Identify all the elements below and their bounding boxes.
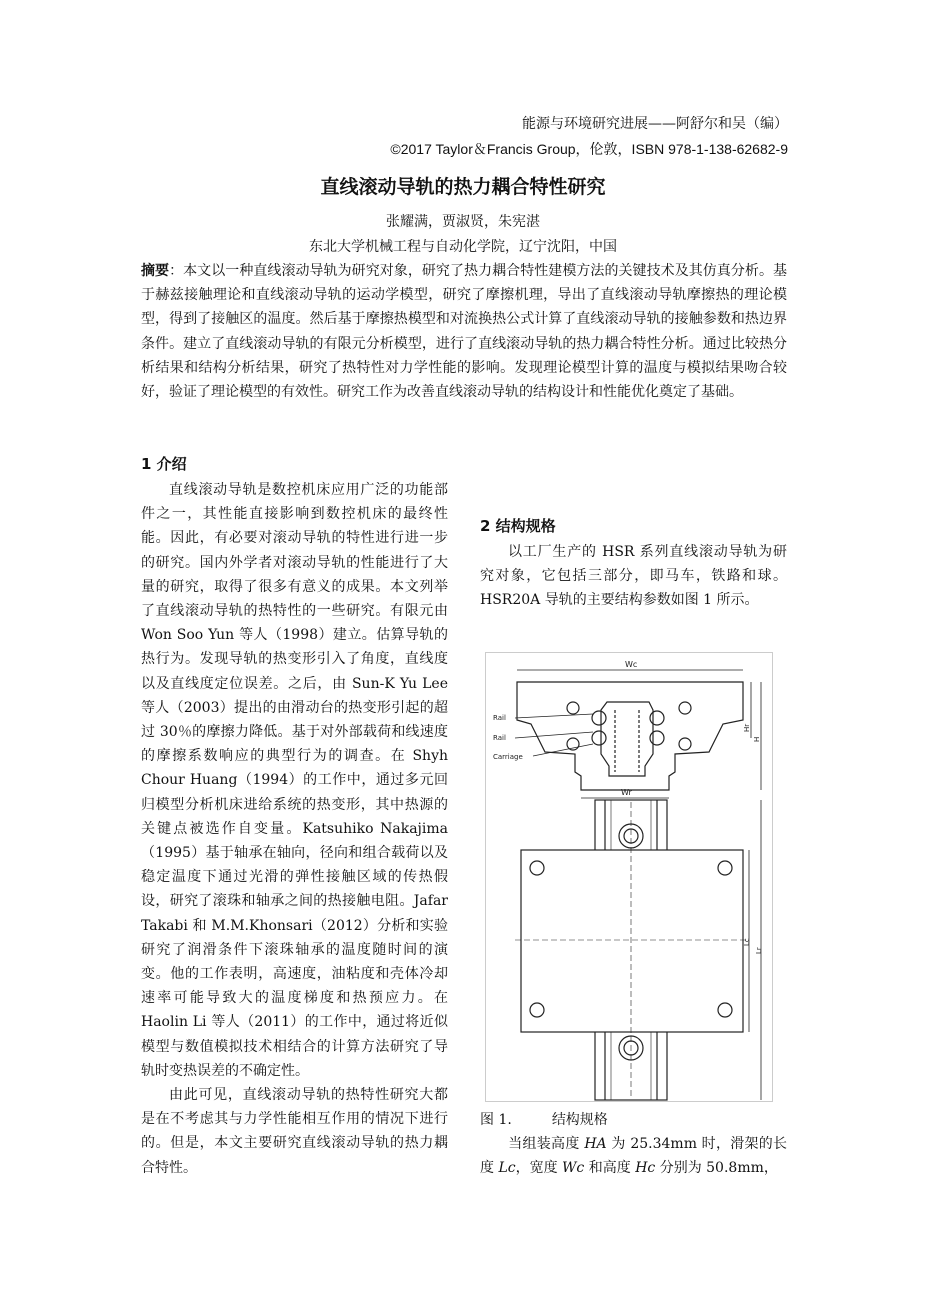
label-rail: Rail	[493, 714, 506, 722]
label-lc: Lc	[743, 938, 751, 946]
affiliation: 东北大学机械工程与自动化学院，辽宁沈阳，中国	[309, 239, 617, 255]
right-column	[480, 452, 787, 613]
column-continuation-space	[480, 452, 787, 500]
abstract-label: 摘要	[141, 263, 170, 279]
var-lc: Lc	[498, 1160, 516, 1177]
abstract	[141, 259, 787, 404]
after-text-2: 为 25.34mm 时，滑架的长度	[480, 1136, 788, 1177]
authors: 张耀满，贾淑贤，朱宪湛	[386, 214, 540, 230]
label-rail-2: Rail	[493, 734, 506, 742]
section-2-paragraph-2	[480, 1132, 787, 1180]
section-1-paragraph-2: 由此可见，直线滚动导轨的热特性研究大都是在不考虑其与力学性能相互作用的情况下进行的。但是，本文主要研究直线滚动导轨的热力耦合特性。	[141, 1087, 448, 1176]
figure-1-caption	[480, 1108, 608, 1132]
running-header-copyright: ©2017 Taylor＆Francis Group，伦敦，ISBN 978-1-138-62682-9	[390, 141, 788, 157]
var-hc: Hc	[635, 1160, 656, 1177]
caption-text: 结构规格	[551, 1112, 608, 1128]
label-carriage: Carriage	[493, 753, 523, 761]
after-text-4: 和高度	[584, 1160, 636, 1177]
var-ha: HA	[584, 1136, 607, 1152]
caption-number: 图 1.	[480, 1112, 512, 1128]
label-wr: Wr	[621, 788, 632, 797]
paper-title: 直线滚动导轨的热力耦合特性研究	[320, 176, 606, 198]
after-text-1: 当组装高度	[508, 1136, 585, 1152]
section-1-heading: 1 介绍	[141, 455, 187, 473]
left-column	[141, 452, 448, 1180]
running-header-book: 能源与环境研究进展——阿舒尔和吴（编）	[522, 116, 788, 132]
section-2-heading: 2 结构规格	[480, 517, 556, 535]
label-lr: Lr	[755, 947, 763, 954]
label-hr: Hr	[743, 723, 751, 732]
figure-1-drawing	[485, 652, 773, 1102]
section-1-paragraph-1: 直线滚动导轨是数控机床应用广泛的功能部件之一，其性能直接影响到数控机床的最终性能。因此，有必要对滚动导轨的特性进行进一步的研究。国内外学者对滚动导轨的性能进行了大量的研究，取得了很多有意义的成果。本文列举了直线滚动导轨的热特性的一些研究。有限元由 Won Soo Yun 等人（1998）建立。估算导轨的热行为。发现导轨的热变形引入了角度，直线度以及直线度定位误差。之后，由 Sun-K Yu Lee 等人（2003）提出的由滑动台的热变形引起的超过 30％的摩擦力降低。基于对外部载荷和线速度的摩擦系数响应的典型行为的调查。在 Shyh Chour Huang（1994）的工作中，通过多元回归模型分析机床进给系统的热变形，其中热源的关键点被选作自变量。Katsuhiko Nakajima（1995）基于轴承在轴向，径向和组合载荷以及稳定温度下通过光滑的弹性接触区域的传热假设，研究了滚珠和轴承之间的热接触电阻。Jafar Takabi 和 M.M.Khonsari（2012）分析和实验研究了润滑条件下滚珠轴承的温度随时间的演变。他的工作表明，高速度，油粘度和壳体冷却速率可能导致大的温度梯度和热预应力。在 Haolin Li 等人（2011）的工作中，通过将近似模型与数值模拟技术相结合的计算方法研究了导轨时变热误差的不确定性。	[141, 482, 448, 1079]
var-wc: Wc	[562, 1160, 585, 1177]
label-ha: H	[753, 736, 761, 742]
section-2-paragraph-1: 以工厂生产的 HSR 系列直线滚动导轨为研究对象，它包括三部分，即马车，铁路和球。 HSR20A 导轨的主要结构参数如图 1 所示。	[480, 544, 787, 609]
label-wc: Wc	[625, 660, 638, 669]
after-text-5: 分别为 50.8mm，	[655, 1160, 778, 1177]
after-text-3: ，宽度	[515, 1160, 563, 1177]
abstract-text: ：本文以一种直线滚动导轨为研究对象，研究了热力耦合特性建模方法的关键技术及其仿真分析。基于赫兹接触理论和直线滚动导轨的运动学模型，研究了摩擦机理，导出了直线滚动导轨摩擦热的理论模型，得到了接触区的温度。然后基于摩擦热模型和对流换热公式计算了直线滚动导轨的接触参数和热边界条件。建立了直线滚动导轨的有限元分析模型，进行了直线滚动导轨的热力耦合特性分析。通过比较热分析结果和结构分析结果，研究了热特性对力学性能的影响。发现理论模型计算的温度与模拟结果吻合较好，验证了理论模型的有效性。研究工作为改善直线滚动导轨的结构设计和性能优化奠定了基础。	[141, 263, 788, 401]
